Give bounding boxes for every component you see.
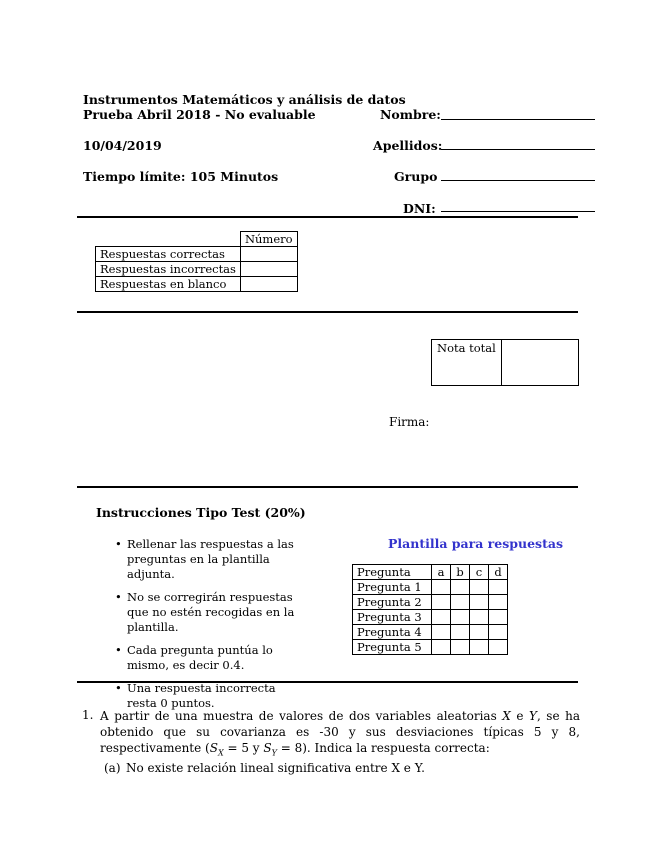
exam-title: Prueba Abril 2018 - No evaluable [83,107,316,122]
firma-label: Firma: [389,415,430,429]
nota-total-label: Nota total [437,341,496,355]
divider [77,681,578,683]
answer-cell[interactable] [470,595,489,610]
sx-subscript: X [217,748,224,758]
table-row [353,580,508,595]
instructions-title: Instrucciones Tipo Test (20%) [96,505,306,520]
numero-header: Número [240,232,297,247]
row-label: Respuestas incorrectas [96,262,241,277]
bullet-icon: • [115,681,122,695]
instruction-text: No se corregirán respuestas que no estén recogidas en la plantilla. [127,590,295,634]
sy-symbol: S [263,741,272,755]
exam-date: 10/04/2019 [83,138,162,153]
nombre-label: Nombre: [380,107,441,122]
answer-cell[interactable] [470,640,489,655]
answer-cell[interactable] [470,580,489,595]
answer-cell[interactable] [489,580,508,595]
apellidos-field[interactable] [441,149,595,150]
dni-field[interactable] [441,211,595,212]
answer-cell[interactable] [451,625,470,640]
answer-cell[interactable] [432,610,451,625]
grupo-label: Grupo [394,169,438,184]
question-label: Pregunta 3 [353,610,432,625]
table-row [353,640,508,655]
answer-cell[interactable] [432,640,451,655]
row-value-cell[interactable] [240,262,297,277]
template-title: Plantilla para respuestas [388,536,563,551]
bullet-icon: • [115,643,122,657]
col-header: b [451,565,470,580]
variable-y: Y [529,709,537,723]
row-label: Respuestas en blanco [96,277,241,292]
table-row [96,247,298,262]
question-label: Pregunta 5 [353,640,432,655]
option-a-label: (a) [104,761,121,775]
question-label: Pregunta 4 [353,625,432,640]
answer-cell[interactable] [489,640,508,655]
answer-cell[interactable] [489,610,508,625]
list-item [115,681,297,711]
question-text [100,708,580,761]
col-header: a [432,565,451,580]
instructions-list [115,537,297,719]
row-value-cell[interactable] [240,277,297,292]
divider [77,216,578,218]
answer-cell[interactable] [489,625,508,640]
col-header: d [489,565,508,580]
row-value-cell[interactable] [240,247,297,262]
question-number: 1. [82,708,94,722]
list-item [115,590,297,635]
nota-total-box [431,339,579,386]
list-item [115,537,297,582]
answer-cell[interactable] [432,625,451,640]
answer-cell[interactable] [470,625,489,640]
col-header: Pregunta [353,565,432,580]
grupo-field[interactable] [441,180,595,181]
summary-table [95,231,298,292]
question-label: Pregunta 1 [353,580,432,595]
bullet-icon: • [115,537,122,551]
table-row [96,262,298,277]
answer-cell[interactable] [432,580,451,595]
apellidos-label: Apellidos: [373,138,443,153]
question-text-part: A partir de una muestra de valores de dos variables aleatorias [100,709,503,723]
question-label: Pregunta 2 [353,595,432,610]
answer-template-table [352,564,508,655]
table-row [353,595,508,610]
table-row [353,610,508,625]
question-text-part: e [510,709,530,723]
answer-cell[interactable] [451,640,470,655]
nombre-field[interactable] [441,119,595,120]
answer-cell[interactable] [489,595,508,610]
row-label: Respuestas correctas [96,247,241,262]
table-row [96,277,298,292]
instruction-text: Cada pregunta puntúa lo mismo, es decir 0.4. [127,643,273,672]
dni-label: DNI: [403,201,436,216]
table-row [353,625,508,640]
bullet-icon: • [115,590,122,604]
answer-cell[interactable] [470,610,489,625]
answer-cell[interactable] [451,610,470,625]
answer-cell[interactable] [432,595,451,610]
divider [77,486,578,488]
sy-subscript: Y [271,748,277,758]
answer-cell[interactable] [451,595,470,610]
instruction-text: Rellenar las respuestas a las preguntas en la plantilla adjunta. [127,537,294,581]
option-a-text: No existe relación lineal significativa entre X e Y. [126,761,425,775]
sx-symbol: S [209,741,218,755]
instruction-text: Una respuesta incorrecta resta 0 puntos. [127,681,276,710]
question-text-part: = 8). Indica la respuesta correcta: [276,741,490,755]
course-title: Instrumentos Matemáticos y análisis de datos [83,92,406,107]
question-text-part: = 5 y [223,741,264,755]
answer-cell[interactable] [451,580,470,595]
variable-x: X [502,709,511,723]
list-item [115,643,297,673]
question-text-part: , se ha obtenido que su covarianza es -30 y sus desviaciones típicas 5 y 8, respectivamente ( [100,709,580,755]
col-header: c [470,565,489,580]
divider [77,311,578,313]
time-limit: Tiempo límite: 105 Minutos [83,169,279,184]
nota-total-value-cell[interactable] [502,340,578,385]
